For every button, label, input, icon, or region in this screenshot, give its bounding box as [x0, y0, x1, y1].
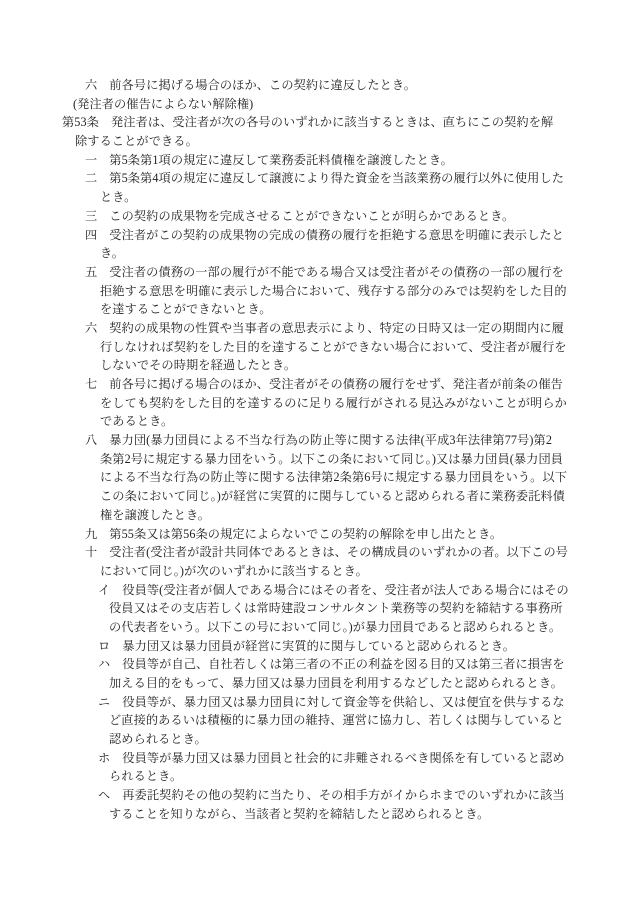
numbered-item: [62, 263, 582, 319]
document-line: [62, 786, 582, 805]
document-line: [62, 132, 582, 151]
document-line: [62, 468, 582, 487]
document-line: [62, 711, 582, 730]
document-line: [62, 581, 582, 600]
document-line: [62, 300, 582, 319]
document-line: [62, 226, 582, 245]
contract-text: [62, 76, 582, 824]
line-text: 前各号に掲げる場合のほか、この契約に違反したとき。: [109, 78, 416, 92]
line-text: (発注者の催告によらない解除権): [73, 96, 254, 111]
document-line: [62, 618, 582, 637]
clause-marker: 六: [85, 78, 98, 92]
line-text: による不当な行為の防止等に関する法律第2条第6号に規定する暴力団員をいう。以下: [100, 470, 568, 485]
line-text: 受注者がこの契約の成果物の完成の債務の履行を拒絶する意思を明確に表示したと: [109, 227, 564, 242]
lettered-subitem: [62, 637, 582, 656]
numbered-item: [62, 226, 582, 263]
document-line: [62, 244, 582, 263]
lettered-subitem: [62, 581, 582, 637]
document-line: [62, 450, 582, 469]
line-text: において同じ。)が次のいずれかに該当するとき。: [100, 563, 368, 578]
line-text: 役員等が、暴力団又は暴力団員に対して資金等を供給し、又は便宜を供与するな: [122, 694, 565, 709]
line-text: 役員等が暴力団又は暴力団員と社会的に非難されるべき関係を有していると認め: [122, 750, 565, 765]
line-text: 加える目的をもって、暴力団又は暴力団員を利用するなどしたと認められるとき。: [109, 676, 563, 690]
clause-marker: 四: [85, 227, 98, 242]
document-line: [62, 375, 582, 394]
lettered-subitem: [62, 655, 582, 692]
line-text: ど直接的あるいは積極的に暴力団の維持、運営に協力し、若しくは関与していると: [109, 713, 564, 728]
clause-marker: ヘ: [98, 788, 111, 803]
line-text: 前各号に掲げる場合のほか、受注者がその債務の履行をせず、発注者が前条の催告: [109, 377, 563, 391]
document-line: [62, 749, 582, 768]
clause-marker: 三: [85, 208, 98, 223]
document-line: [62, 562, 582, 581]
lettered-subitem: [62, 693, 582, 749]
document-line: [62, 730, 582, 749]
numbered-item: [62, 76, 582, 95]
line-text: 第5条第1項の規定に違反して業務委託料債権を譲渡したとき。: [109, 152, 453, 167]
document-line: [62, 506, 582, 525]
document-line: [62, 431, 582, 450]
document-line: [62, 113, 582, 132]
line-text: 暴力団(暴力団員による不当な行為の防止等に関する法律(平成3年法律第77号)第2: [109, 433, 553, 448]
numbered-item: [62, 375, 582, 431]
clause-marker: 二: [85, 171, 98, 186]
document-line: [62, 95, 582, 114]
clause-marker: 七: [85, 377, 98, 391]
document-line: [62, 674, 582, 693]
document-line: [62, 394, 582, 413]
line-text: 発注者は、受注者が次の各号のいずれかに該当するときは、直ちにこの契約を解: [110, 115, 554, 130]
line-text: 第55条又は第56条の規定によらないでこの契約の解除を申し出たとき。: [109, 526, 503, 541]
document-line: [62, 525, 582, 544]
line-text: 役員等(受注者が個人である場合にはその者を、受注者が法人である場合にはその: [122, 582, 569, 597]
line-text: 拒絶する意思を明確に表示した場合において、残存する部分のみでは契約をした目的: [100, 283, 567, 298]
line-text: 受注者の債務の一部の履行が不能である場合又は受注者がその債務の一部の履行を: [109, 264, 564, 279]
numbered-item: [62, 431, 582, 524]
numbered-item: [62, 169, 582, 206]
numbered-item: [62, 319, 582, 375]
document-line: [62, 693, 582, 712]
document-line: [62, 805, 582, 824]
line-text: この条において同じ。)が経営に実質的に関与していると認められる者に業務委託料債: [100, 489, 565, 504]
line-text: 再委託契約その他の契約に当たり、その相手方がイからホまでのいずれかに該当: [122, 788, 565, 803]
line-text: この契約の成果物を完成させることができないことが明らかであるとき。: [109, 208, 515, 223]
document-line: [62, 188, 582, 207]
line-text: 認められるとき。: [109, 732, 207, 747]
document-line: [62, 655, 582, 674]
clause-marker: ホ: [98, 750, 111, 765]
line-text: 役員又はその支店若しくは常時建設コンサルタント業務等の契約を締結する事務所: [109, 601, 563, 616]
document-line: [62, 207, 582, 226]
line-text: 受注者(受注者が設計共同体であるときは、その構成員のいずれかの者。以下この号: [109, 545, 569, 560]
clause-marker: イ: [98, 582, 111, 597]
numbered-item: [62, 543, 582, 580]
line-text: 第5条第4項の規定に違反して譲渡により得た資金を当該業務の履行以外に使用した: [109, 171, 565, 186]
document-line: [62, 356, 582, 375]
document-line: [62, 338, 582, 357]
line-text: することを知りながら、当該者と契約を締結したと認められるとき。: [109, 806, 490, 821]
document-line: [62, 282, 582, 301]
line-text: を達することができないとき。: [100, 302, 272, 317]
line-text: 暴力団又は暴力団員が経営に実質的に関与していると認められるとき。: [122, 638, 516, 653]
line-text: の代表者をいう。以下この号において同じ。)が暴力団員であると認められるとき。: [109, 619, 562, 634]
line-text: 役員等が自己、自社若しくは第三者の不正の利益を図る目的又は第三者に損害を: [122, 657, 565, 672]
section-caption: [62, 95, 582, 114]
line-text: 権を譲渡したとき。: [100, 507, 211, 522]
document-line: [62, 169, 582, 188]
line-text: であるとき。: [100, 414, 174, 429]
clause-marker: 八: [85, 433, 98, 448]
line-text: とき。: [100, 190, 137, 205]
document-line: [62, 263, 582, 282]
document-line: [62, 76, 582, 95]
lettered-subitem: [62, 786, 582, 823]
line-text: 条第2号に規定する暴力団をいう。以下この条において同じ。)又は暴力団員(暴力団員: [100, 451, 564, 466]
clause-marker: 第53条: [62, 115, 99, 130]
document-line: [62, 767, 582, 786]
clause-marker: 六: [85, 320, 98, 335]
document-line: [62, 151, 582, 170]
lettered-subitem: [62, 749, 582, 786]
numbered-item: [62, 207, 582, 226]
document-line: [62, 487, 582, 506]
clause-marker: ロ: [98, 638, 111, 653]
line-text: られるとき。: [109, 769, 183, 784]
clause-marker: 九: [85, 526, 98, 541]
document-line: [62, 637, 582, 656]
document-line: [62, 412, 582, 431]
line-text: 除することができる。: [75, 134, 198, 149]
document-line: [62, 319, 582, 338]
document-line: [62, 543, 582, 562]
clause-marker: ハ: [98, 657, 111, 672]
line-text: 契約の成果物の性質や当事者の意思表示により、特定の日時又は一定の期間内に履: [109, 320, 564, 335]
line-text: 行しなければ契約をした目的を達することができない場合において、受注者が履行を: [100, 339, 567, 354]
line-text: き。: [100, 246, 125, 261]
article-paragraph: [62, 113, 582, 150]
numbered-item: [62, 525, 582, 544]
clause-marker: 五: [85, 264, 98, 279]
clause-marker: 十: [85, 545, 98, 560]
clause-marker: 一: [85, 152, 98, 167]
numbered-item: [62, 151, 582, 170]
line-text: しないでその時期を経過したとき。: [100, 358, 297, 373]
document-line: [62, 599, 582, 618]
line-text: をしても契約をした目的を達するのに足りる履行がされる見込みがないことが明らか: [100, 395, 567, 410]
clause-marker: ニ: [98, 694, 111, 709]
